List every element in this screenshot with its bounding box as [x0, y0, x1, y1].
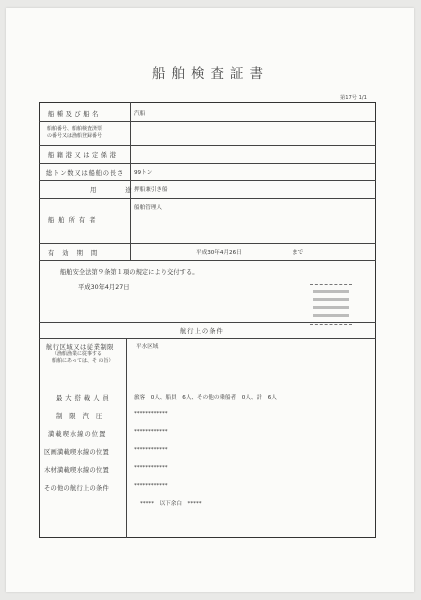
load-line-label: 満載喫水線の位置: [48, 431, 107, 438]
ship-number-label-line2: の番号又は漁船登録番号: [47, 133, 103, 139]
document-title: 船舶検査証書: [152, 66, 269, 82]
row-divider: [39, 163, 376, 164]
row-divider: [39, 260, 376, 261]
navigation-area-label: 航行区域又は従業制限: [46, 344, 114, 351]
timber-load-line-value: ************: [134, 465, 168, 471]
navigation-area-note-line1: （漁船漁業に従事する: [52, 351, 103, 357]
pressure-limit-label: 制限汽圧: [56, 413, 110, 420]
tonnage-value: 99トン: [134, 170, 153, 176]
row-divider: [39, 338, 376, 339]
row-divider: [39, 145, 376, 146]
timber-load-line-label: 木材満載喫水線の位置: [44, 467, 109, 474]
validity-label: 有効期間: [48, 250, 106, 257]
use-label: 用 途: [90, 187, 134, 194]
validity-date: 平成30年4月26日: [196, 250, 242, 256]
max-capacity-value: 旅客 0人、船員 6人、その他の乗船者 0人、計 6人: [134, 395, 277, 401]
use-value: 押船兼引き船: [134, 187, 168, 193]
type-and-name-label: 船種及び船名: [48, 111, 101, 118]
navigation-area-note-line2: 船舶にあっては、そ の旨）: [52, 358, 114, 364]
pressure-limit-value: ************: [134, 411, 168, 417]
owner-label: 船舶所有者: [48, 217, 100, 224]
section-load-line-label: 区画満載喫水線の位置: [44, 449, 109, 456]
end-marker: ***** 以下余白 *****: [140, 501, 202, 507]
ship-number-label: [47, 126, 102, 140]
other-conditions-label: その他の航行上の条件: [44, 485, 109, 492]
issuance-statement: 船舶安全法第９条第１項の規定により交付する。: [60, 269, 199, 276]
form-number: 第17号 1/1: [340, 95, 367, 101]
column-divider: [126, 338, 127, 538]
navigation-section-title: 航行上の条件: [180, 328, 224, 335]
row-divider: [39, 121, 376, 122]
max-capacity-label: 最大搭載人員: [56, 395, 112, 402]
row-divider: [39, 198, 376, 199]
type-and-name-value: 汽船: [134, 111, 146, 117]
column-divider: [130, 102, 131, 260]
issuance-date: 平成30年4月27日: [78, 284, 130, 291]
section-load-line-value: ************: [134, 447, 168, 453]
other-conditions-value: ************: [134, 483, 168, 489]
load-line-value: ************: [134, 429, 168, 435]
navigation-area-note: [52, 351, 114, 365]
tonnage-label: 総トン数又は船舶の長さ: [46, 170, 125, 177]
row-divider: [39, 243, 376, 244]
validity-suffix: まで: [292, 250, 304, 256]
row-divider: [39, 180, 376, 181]
ship-number-label-line1: 船舶番号、船舶検査済票: [47, 126, 103, 132]
official-seal: [310, 284, 352, 326]
port-label: 船籍港又は定係港: [48, 152, 119, 159]
navigation-area-value: 平水区域: [136, 344, 159, 350]
owner-value: 船舶管理人: [134, 205, 162, 211]
